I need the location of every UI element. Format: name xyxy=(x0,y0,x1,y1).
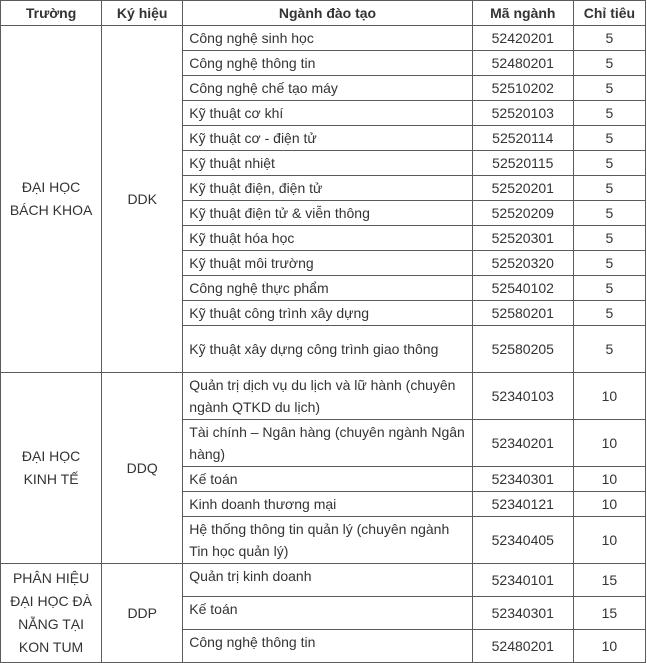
major-name: Kỹ thuật môi trường xyxy=(183,251,472,276)
header-code: Ký hiệu xyxy=(102,1,183,26)
table-row xyxy=(1,564,646,597)
major-code: 52520301 xyxy=(472,226,573,251)
major-name: Kế toán xyxy=(183,597,472,630)
quota: 5 xyxy=(573,301,645,326)
school-name: ĐẠI HỌC KINH TẾ xyxy=(1,373,102,564)
quota: 10 xyxy=(573,492,645,517)
quota: 5 xyxy=(573,51,645,76)
major-code: 52510202 xyxy=(472,76,573,101)
header-school: Trường xyxy=(1,1,102,26)
school-code: DDK xyxy=(102,26,183,373)
major-code: 52520320 xyxy=(472,251,573,276)
major-code: 52340101 xyxy=(472,564,573,597)
major-code: 52520209 xyxy=(472,201,573,226)
quota: 15 xyxy=(573,597,645,630)
major-code: 52520115 xyxy=(472,151,573,176)
major-name: Công nghệ thông tin xyxy=(183,630,472,663)
major-name: Kỹ thuật công trình xây dựng xyxy=(183,301,472,326)
header-quota: Chỉ tiêu xyxy=(573,1,645,26)
quota: 10 xyxy=(573,517,645,564)
major-name: Kỹ thuật nhiệt xyxy=(183,151,472,176)
major-name: Kỹ thuật điện tử & viễn thông xyxy=(183,201,472,226)
school-name: PHÂN HIỆU ĐẠI HỌC ĐÀ NẴNG TẠI KON TUM xyxy=(1,564,102,663)
major-name: Kế toán xyxy=(183,467,472,492)
major-name: Hệ thống thông tin quản lý (chuyên ngành Tin học quản lý) xyxy=(183,517,472,564)
quota: 10 xyxy=(573,373,645,420)
major-code: 52480201 xyxy=(472,51,573,76)
major-name: Kỹ thuật cơ khí xyxy=(183,101,472,126)
quota: 5 xyxy=(573,101,645,126)
major-code: 52520103 xyxy=(472,101,573,126)
quota: 10 xyxy=(573,630,645,663)
quota: 10 xyxy=(573,420,645,467)
major-name: Công nghệ sinh học xyxy=(183,26,472,51)
major-code: 52520114 xyxy=(472,126,573,151)
major-name: Quản trị kinh doanh xyxy=(183,564,472,597)
table-row xyxy=(1,26,646,51)
major-name: Công nghệ chế tạo máy xyxy=(183,76,472,101)
major-name: Kinh doanh thương mại xyxy=(183,492,472,517)
quota: 5 xyxy=(573,326,645,373)
major-name: Công nghệ thực phẩm xyxy=(183,276,472,301)
header-row xyxy=(1,1,646,26)
table-row xyxy=(1,373,646,420)
quota: 5 xyxy=(573,226,645,251)
major-code: 52340121 xyxy=(472,492,573,517)
school-code: DDQ xyxy=(102,373,183,564)
header-major-code: Mã ngành xyxy=(472,1,573,26)
quota: 5 xyxy=(573,251,645,276)
school-code: DDP xyxy=(102,564,183,663)
quota: 10 xyxy=(573,467,645,492)
major-name: Kỹ thuật xây dựng công trình giao thông xyxy=(183,326,472,373)
quota: 5 xyxy=(573,76,645,101)
major-code: 52580205 xyxy=(472,326,573,373)
major-name: Công nghệ thông tin xyxy=(183,51,472,76)
quota: 5 xyxy=(573,276,645,301)
major-code: 52580201 xyxy=(472,301,573,326)
quota: 5 xyxy=(573,176,645,201)
major-name: Kỹ thuật cơ - điện tử xyxy=(183,126,472,151)
major-code: 52420201 xyxy=(472,26,573,51)
major-name: Quản trị dịch vụ du lịch và lữ hành (chuyên ngành QTKD du lịch) xyxy=(183,373,472,420)
major-code: 52340301 xyxy=(472,467,573,492)
quota: 5 xyxy=(573,151,645,176)
school-name: ĐẠI HỌC BÁCH KHOA xyxy=(1,26,102,373)
header-major: Ngành đào tạo xyxy=(183,1,472,26)
major-name: Tài chính – Ngân hàng (chuyên ngành Ngân hàng) xyxy=(183,420,472,467)
major-code: 52340201 xyxy=(472,420,573,467)
major-code: 52480201 xyxy=(472,630,573,663)
quota: 5 xyxy=(573,126,645,151)
major-code: 52540102 xyxy=(472,276,573,301)
major-name: Kỹ thuật điện, điện tử xyxy=(183,176,472,201)
quota: 5 xyxy=(573,201,645,226)
major-code: 52340405 xyxy=(472,517,573,564)
major-code: 52340301 xyxy=(472,597,573,630)
major-name: Kỹ thuật hóa học xyxy=(183,226,472,251)
major-code: 52340103 xyxy=(472,373,573,420)
quota: 15 xyxy=(573,564,645,597)
quota: 5 xyxy=(573,26,645,51)
major-code: 52520201 xyxy=(472,176,573,201)
